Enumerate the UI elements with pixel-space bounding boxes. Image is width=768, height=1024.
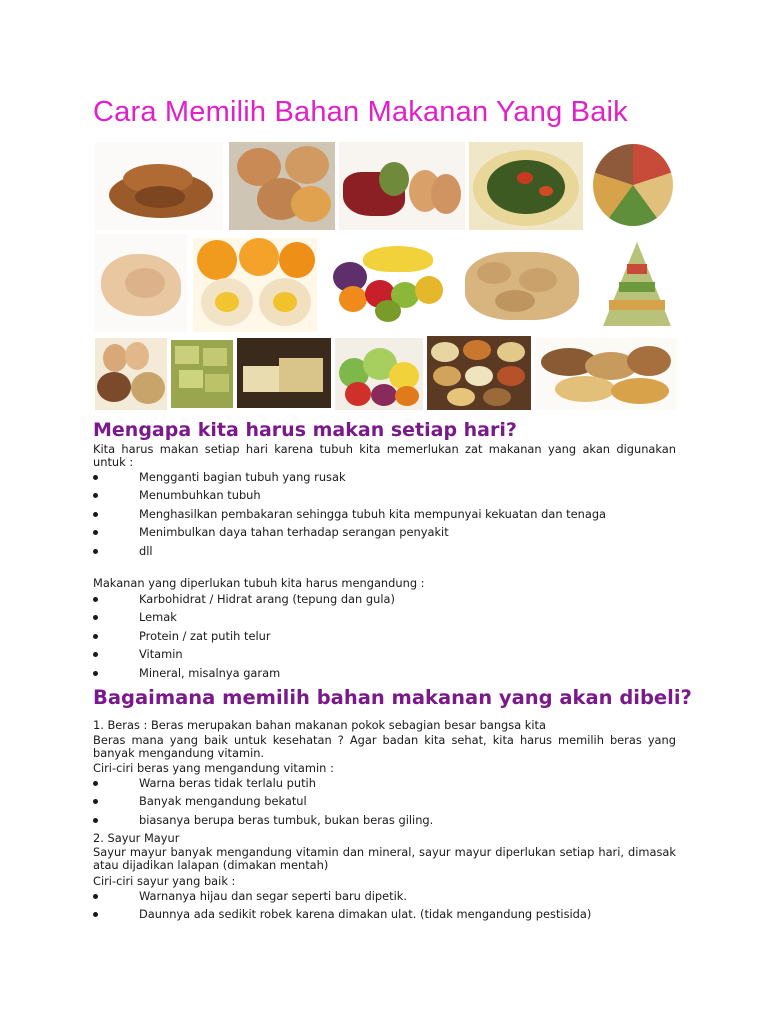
list-item: Banyak mengandung bekatul [93,795,676,813]
tempeh-image [237,338,331,408]
eggs-and-grains-image [95,338,167,410]
list-item: Protein / zat putih telur [93,630,676,648]
list-item: Menghasilkan pembakaran sehingga tubuh kita mempunyai kekuatan dan tenaga [93,508,676,526]
list-item: Vitamin [93,648,676,666]
oranges-and-boiled-eggs-image [193,238,317,332]
vegetables-criteria-list [93,890,676,927]
grains-bowls-image [427,336,531,410]
meat-and-eggs-image [339,142,465,230]
list-item: dll [93,545,676,563]
list-item: Mengganti bagian tubuh yang rusak [93,471,676,489]
rice-title: 1. Beras : Beras merupakan bahan makanan pokok sebagian besar bangsa kita [93,718,547,732]
vegetables-basket-image [335,338,423,410]
needs-list [93,593,676,685]
list-item: Daunnya ada sedikit robek karena dimakan ulat. (tidak mengandung pestisida) [93,908,676,926]
document-title: Cara Memilih Bahan Makanan Yang Baik [93,96,628,128]
chicken-image [95,234,187,332]
rice-paragraph: Beras mana yang baik untuk kesehatan ? Agar badan kita sehat, kita harus memilih beras yang banyak mengandung vitamin. [93,733,676,761]
rice-criteria-intro: Ciri-ciri beras yang mengandung vitamin : [93,761,334,775]
food-groups-plate-image [589,142,677,230]
eggs-image [229,142,335,230]
fruits-image [329,238,447,328]
section-heading-why-eat: Mengapa kita harus makan setiap hari? [93,419,517,441]
intro-paragraph: Kita harus makan setiap hari karena tubuh kita memerlukan zat makanan yang akan digunakan untuk : [93,442,676,470]
needs-intro: Makanan yang diperlukan tubuh kita harus mengandung : [93,576,425,590]
vegetables-criteria-intro: Ciri-ciri sayur yang baik : [93,874,236,888]
list-item: Mineral, misalnya garam [93,667,676,685]
vegetable-dish-image [469,142,583,230]
peanuts-image [459,238,587,328]
vegetables-paragraph: Sayur mayur banyak mengandung vitamin dan mineral, sayur mayur diperlukan setiap hari, dimasak atau dijadikan lalapan (dimakan mentah) [93,845,676,873]
vegetables-title: 2. Sayur Mayur [93,831,180,845]
tofu-image [171,340,233,408]
list-item: Warnanya hijau dan segar seperti baru dipetik. [93,890,676,908]
rice-criteria-list [93,777,676,832]
purposes-list [93,471,676,563]
breads-and-grains-image [535,338,677,410]
food-pyramid-image [599,236,677,332]
list-item: Karbohidrat / Hidrat arang (tepung dan gula) [93,593,676,611]
list-item: Lemak [93,611,676,629]
list-item: Menimbulkan daya tahan terhadap serangan penyakit [93,526,676,544]
food-collage [95,142,677,410]
almonds-image [95,142,223,230]
list-item: biasanya berupa beras tumbuk, bukan beras giling. [93,814,676,832]
list-item: Menumbuhkan tubuh [93,489,676,507]
list-item: Warna beras tidak terlalu putih [93,777,676,795]
section-heading-how-to-choose: Bagaimana memilih bahan makanan yang akan dibeli? [93,686,692,709]
